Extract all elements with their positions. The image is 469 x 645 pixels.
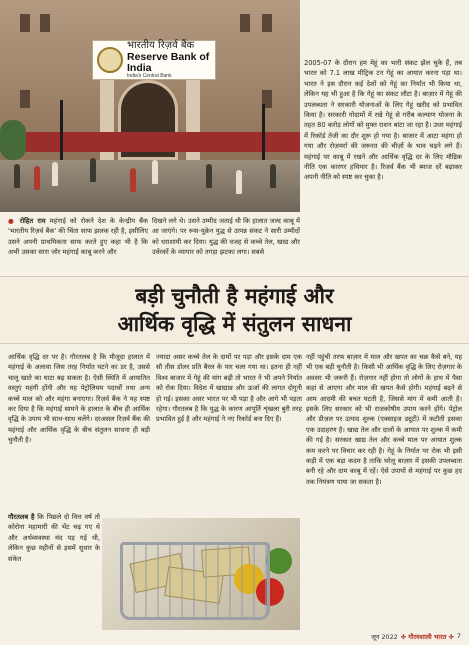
window: [20, 14, 30, 32]
paragraph: आर्थिक वृद्धि दर पर है। गौरतलब है कि मौजूदा हालात में महंगाई के अलावा जिस तरह निर्यात घटने का डर है, उससे चालू खाते का घाटा बढ़ सकता है। ऐसी स्थिति में आयातित वस्तुएं महंगी होंगी और यह पेट्रोलियम पदार्थों तथा अन्य कच्चे माल को और महंगा बनाएगा। रिज़र्व बैंक ने यह स्पष्ट कर दिया है कि महंगाई सामने के हालात के बीच ही आर्थिक वृद्धि के उपाय भी साथ-साथ चलेंगे। दरअसल रिज़र्व बैंक की महंगाई और आर्थिक वृद्धि के बीच संतुलन साधना ही बड़ी चुनौती है।: [8, 353, 150, 445]
paragraph: [8, 512, 100, 564]
author-name: रोहित राय: [19, 217, 46, 225]
byline-column: [8, 216, 148, 272]
lamp-post: [60, 100, 63, 160]
page-number: 7: [456, 632, 461, 640]
article-column-top-right: [304, 58, 462, 272]
paragraph: ज्यादा असर कच्चे तेल के दामों पर पड़ा और इसके दाम एक सौ तीस डॉलर प्रति बैरल के पार चला गया था। इतना ही नहीं विश्व बाजार में गेहूं की मांग बढ़ी तो भारत ने भी अपने निर्यात को रोक दिया। विदेश में खाद्यान्न और ऊर्जा की लागत दोगुनी हो गई। इसका असर भारत पर भी पड़ा है और आगे भी पड़ता रहेगा। गौरतलब है कि युद्ध के कारण आपूर्ति शृंखला बुरी तरह प्रभावित हुई है और महंगाई ने नए रिकॉर्ड बना दिए हैं।: [156, 353, 302, 424]
pedestrian: [130, 168, 136, 192]
lamp-post: [262, 104, 265, 164]
street: [0, 160, 300, 212]
pedestrian: [206, 164, 212, 188]
window: [20, 90, 30, 108]
window: [262, 14, 272, 32]
tree: [0, 120, 26, 160]
headline-line-2: आर्थिक वृद्धि में संतुलन साधना: [117, 312, 352, 336]
article-column-3: [306, 352, 462, 602]
pedestrian: [152, 160, 158, 184]
sign-hindi-text: भारतीय रिज़र्व बैंक: [127, 40, 195, 52]
shopping-cart: [120, 542, 270, 620]
sign-english-text: Reserve Bank of India: [127, 50, 210, 74]
window: [240, 14, 250, 32]
paragraph: दिखने लगे थे। उसने उम्मीद जताई थी कि हालात जल्द काबू में आ जाएंगे। पर रूस-यूक्रेन युद्ध से उत्पन्न संकट ने सारी उम्मीदों को धराशायी कर दिया। युद्ध की वजह से कच्चे तेल, खाद्य और उर्वरकों के व्यापार को तगड़ा झटका लगा। सबसे: [152, 217, 300, 257]
shopping-cart-photo: [102, 518, 300, 630]
bullet-icon: ●: [8, 217, 16, 225]
pedestrian: [270, 164, 276, 188]
article-column-1: [8, 352, 150, 512]
intro-text: महंगाई को रोकने देश के केन्द्रीय बैंक 'भारतीय रिज़र्व बैंक' की चिंता साफ झलक रही है, इसीलिए उसने अपनी प्राथमिकता साफ करते हुए कहा भी है कि अभी उसका सारा जोर महंगाई काबू करने और: [8, 217, 148, 257]
article-column-2: [156, 352, 302, 516]
headline-band: [0, 276, 469, 344]
byline-paragraph: [8, 216, 148, 258]
pedestrian: [236, 170, 242, 194]
article-column-top-middle: [152, 216, 300, 272]
pedestrian: [52, 162, 58, 186]
magazine-brand: ✤ गौरवशाली भारत ✤: [400, 632, 454, 641]
paragraph: 2005-07 के दौरान हम मेहूं का भारी संकट झेल चुके हैं, तब भारत को 7.1 लाख मीट्रिक टन गेहूं का आयात करना पड़ा था। भारत ने इस दौरान कई देशों को गेहूं का निर्यात भी किया था, लेकिन यह भी हुआ है कि गेहूं का संकट लौटा है। बाज़ार में गेहूं की उपलब्धता ने सरकारी योजनाओं के लिए गेहूं खरीद को प्रभावित किया है। सरकारी गोदामों में रखे गेहूं से गरीब कल्याण योजना के तहत 80 करोड़ लोगों को मुफ्त राशन बांटा जा रहा है। उधर महंगाई में रिकॉर्ड तेजी का दौर शुरू हो गया है। बाजार में आटा महंगा हो गया और रोज़मर्रा की जरूरत की चीज़ों के भाव चढ़ने लगे हैं। महंगाई पर काबू में रखने और आर्थिक वृद्धि दर के लिए मौद्रिक नीति एक कारगर हथियार है। रिजर्व बैंक भी ब्याज दरें बढ़ाकर अपनी नीति को स्पष्ट कर चुका है।: [304, 59, 462, 182]
rbi-seal-icon: [97, 47, 123, 73]
rbi-building-photo: [0, 0, 300, 212]
pedestrian: [90, 158, 96, 182]
paragraph: नहीं पहुंची तरफ बाज़ार में माल और खपत का चक्र कैसे बने, यह भी एक बड़ी चुनौती है। किसी भी आर्थिक वृद्धि के लिए रोज़गार के अवसर भी जरूरी हैं। रोज़गार नहीं होगा तो लोगों के हाथ में पैसा कहां से आएगा और माल की खपत कैसे होगी। महंगाई बढ़ने से आम आदमी की बचत घटती है, जिससे मांग में कमी आती है। इसके लिए सरकार को भी राजकोषीय उपाय करने होंगे। पेट्रोल और डीज़ल पर उत्पाद शुल्क (एक्साइज ड्यूटी) में कटौती इसका एक उदाहरण है। खाद्य तेल और दालों के आयात पर शुल्क में कमी की गई है। सरकार खाद्य तेल और कच्चे माल पर आयात शुल्क कम करने पर विचार कर रही है। गेहूं के निर्यात पर रोक भी इसी कड़ी में एक बड़ा कदम है ताकि घरेलू बाज़ार में इसकी उपलब्धता बनी रहे और दाम काबू में रहें। ऐसे उपायों से महंगाई पर कुछ हद तक नियंत्रण पाया जा सकता है।: [306, 353, 462, 486]
pedestrian: [34, 166, 40, 190]
page-footer: [371, 630, 461, 642]
note-text: कि पिछले दो वित्त वर्ष तो कोरोना महामारी की भेंट चढ़ गए थे और अर्थव्यवस्था मंद पड़ गई थी, लेकिन कुछ महीनों से इसमें सुधार के संकेत: [8, 513, 100, 563]
note-label: गौरतलब है: [8, 513, 35, 521]
pedestrian: [14, 164, 20, 188]
rbi-signboard: [92, 40, 216, 80]
issue-date: जून 2022: [371, 632, 398, 641]
sign-subtitle-text: India's Central Bank: [127, 72, 172, 79]
window: [40, 14, 50, 32]
headline-line-1: बड़ी चुनौती है महंगाई और: [135, 284, 334, 308]
article-column-1-lower: [8, 512, 100, 618]
red-banner: [0, 132, 300, 152]
